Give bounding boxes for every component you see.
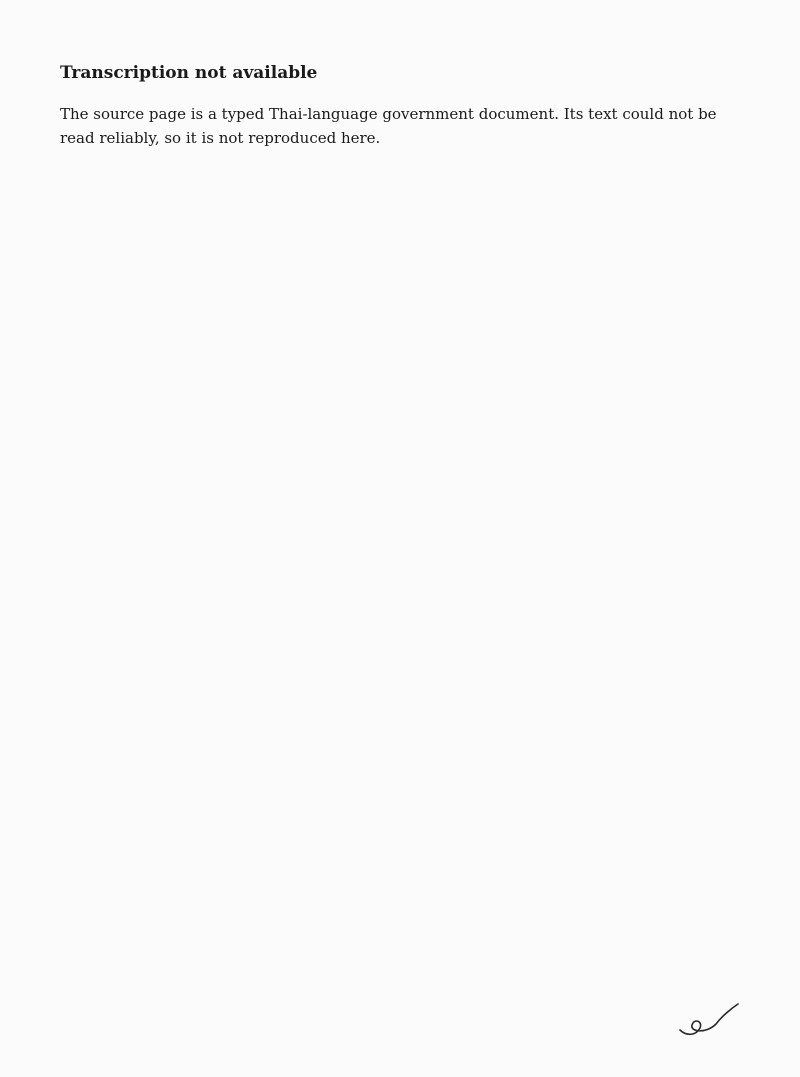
transcription-notice (60, 60, 740, 165)
signature-mark (672, 1000, 742, 1042)
notice-heading: Transcription not available (60, 63, 318, 83)
notice-body: The source page is a typed Thai-language government document. Its text could not be read reliably, so it is not reproduced here. (60, 105, 717, 148)
